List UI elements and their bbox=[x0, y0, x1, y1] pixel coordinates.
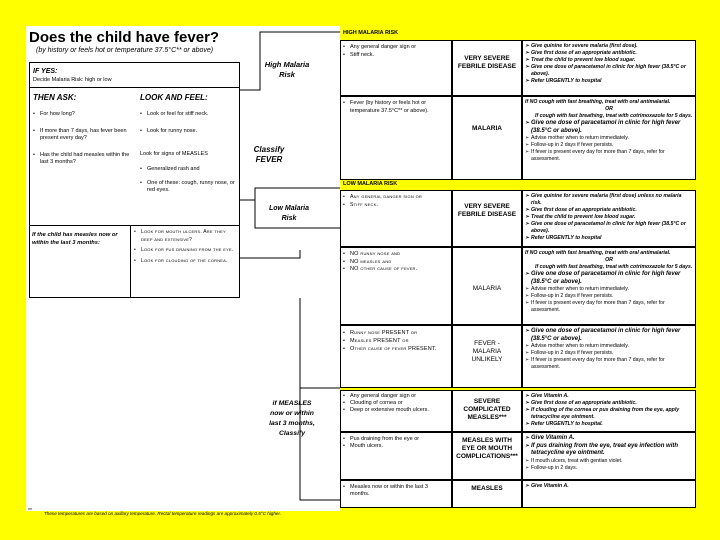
high-row-2-classification bbox=[452, 96, 522, 180]
list-item: ➢ Follow-up in 2 days. bbox=[525, 465, 693, 472]
list-item: • NO runny nose and bbox=[343, 251, 449, 259]
list-item: ➢ Give quinine for severe malaria (first dose). bbox=[525, 43, 693, 50]
list-item: • Pus draining from the eye or bbox=[343, 436, 449, 443]
footnote-mark: ** bbox=[28, 508, 32, 514]
measles-signs-heading: Look for signs of MEASLES bbox=[140, 151, 208, 157]
list-item: • Fever (by history or feels hot or temperature 37.5°C** or above). bbox=[343, 100, 449, 115]
list-item: ➢ Give quinine for severe malaria (first dose) unless no malaria risk. bbox=[525, 193, 693, 207]
list-item: • Generalized rash and bbox=[140, 166, 238, 174]
list-item: • Look for clouding of the cornea. bbox=[134, 258, 239, 266]
ask-heading: THEN ASK: bbox=[33, 93, 77, 102]
list-item: ➢ Follow-up in 2 days if fever persists. bbox=[525, 350, 693, 357]
high-row-1-classification bbox=[452, 40, 522, 96]
low-row-3-classification bbox=[452, 325, 522, 388]
treatment-primary: If NO cough with fast breathing, treat with oral antimalarial. bbox=[525, 99, 671, 105]
measles-row-1-signs bbox=[340, 390, 452, 432]
classification-label: SEVERE COMPLICATED MEASLES*** bbox=[463, 398, 511, 421]
footnote: These temperatures are based on axillary temperature. Rectal temperature readings are approximately 0.5°C higher. bbox=[44, 511, 282, 516]
low-row-1-classification bbox=[452, 190, 522, 247]
low-row-2-signs bbox=[340, 247, 452, 325]
list-item: • Any general danger sign or bbox=[343, 393, 449, 400]
measles-row-2-signs bbox=[340, 432, 452, 480]
list-item: ➢ Refer URGENTLY to hospital bbox=[525, 235, 693, 242]
list-item: • Measles PRESENT or bbox=[343, 337, 449, 345]
list-item: • Other cause of fever PRESENT. bbox=[343, 345, 449, 353]
list-item: • Any general danger sign or bbox=[343, 44, 449, 52]
list-item: ➢ Advise mother when to return immediately. bbox=[525, 343, 693, 350]
if-yes-heading: IF YES: bbox=[33, 68, 58, 75]
list-item: ➢ Advise mother when to return immediately. bbox=[525, 135, 693, 142]
low-row-3-treatment bbox=[522, 325, 696, 388]
treatment-primary: If NO cough with fast breathing, treat with oral antimalarial. bbox=[525, 250, 671, 256]
treatment-or: OR bbox=[605, 106, 613, 112]
list-item: ➢ If pus draining from the eye, treat eye infection with tetracycline eye ointment. bbox=[525, 443, 693, 458]
list-item: • Clouding of cornea or bbox=[343, 400, 449, 407]
low-row-1-signs bbox=[340, 190, 452, 247]
list-item: ➢ Give first dose of an appropriate antibiotic. bbox=[525, 207, 693, 214]
list-item: ➢ Give one dose of paracetamol in clinic for high fever (38.5°C or above). bbox=[525, 328, 693, 343]
classification-label: VERY SEVERE FEBRILE DISEASE bbox=[457, 55, 517, 70]
list-item: ➢ Give one dose of paracetamol in clinic for high fever (38.5°C or above). bbox=[525, 221, 693, 235]
list-item: ➢ Give Vitamin A. bbox=[525, 483, 693, 490]
measles-row-3-classification bbox=[452, 480, 522, 508]
list-item: • Mouth ulcers. bbox=[343, 443, 449, 450]
list-item: • For how long? bbox=[33, 111, 133, 119]
list-item: ➢ Give one dose of paracetamol in clinic for high fever (38.5°C or above). bbox=[525, 120, 693, 135]
list-item: • Look for pus draining from the eye. bbox=[134, 247, 239, 255]
list-item: • Look for mouth ulcers. Are they deep and extensive? bbox=[134, 229, 239, 244]
list-item: ➢ If clouding of the cornea or pus draining from the eye, apply tetracycline eye ointment. bbox=[525, 407, 693, 421]
classification-label: MALARIA bbox=[472, 285, 502, 292]
list-item: ➢ Give Vitamin A. bbox=[525, 435, 693, 443]
if-measles-label: if MEASLES now or within last 3 months, Classify bbox=[269, 400, 315, 437]
list-item: ➢ Refer URGENTLY to hospital bbox=[525, 78, 693, 85]
if-yes-text: Decide Malaria Risk: high or low bbox=[33, 77, 112, 83]
classification-label: MALARIA bbox=[472, 125, 502, 132]
measles-row-1-classification bbox=[452, 390, 522, 432]
list-item: ➢ If fever is present every day for more than 7 days, refer for assessment. bbox=[525, 357, 693, 371]
list-item: • Measles now or within the last 3 months. bbox=[343, 484, 449, 498]
high-risk-label: High Malaria Risk bbox=[264, 60, 310, 79]
list-item: ➢ Give Vitamin A. bbox=[525, 393, 693, 400]
classification-label: MEASLES bbox=[471, 485, 503, 492]
treatment-alternative: If cough with fast breathing, treat with cotrimoxazole for 5 days. bbox=[535, 113, 693, 119]
page-title: Does the child have fever? bbox=[29, 29, 220, 46]
measles-row-2-treatment bbox=[522, 432, 696, 480]
low-risk-header: LOW MALARIA RISK bbox=[343, 181, 398, 187]
list-item: • Look or feel for stiff neck. bbox=[140, 111, 238, 119]
list-item: • If more than 7 days, has fever been present every day? bbox=[33, 128, 133, 143]
list-item: ➢ Advise mother when to return immediately. bbox=[525, 286, 693, 293]
list-item: ➢ Treat the child to prevent low blood sugar. bbox=[525, 214, 693, 221]
list-item: • Runny nose PRESENT or bbox=[343, 329, 449, 337]
list-item: ➢ Refer URGENTLY to hospital. bbox=[525, 421, 693, 428]
measles-row-3-signs bbox=[340, 480, 452, 508]
low-row-2-classification bbox=[452, 247, 522, 325]
list-item: ➢ If fever is present every day for more than 7 days, refer for assessment. bbox=[525, 300, 693, 314]
classify-fever-label: Classify FEVER bbox=[253, 145, 285, 164]
classification-label: VERY SEVERE FEBRILE DISEASE bbox=[457, 203, 517, 218]
list-item: • Deep or extensive mouth ulcers. bbox=[343, 407, 449, 414]
high-row-1-signs bbox=[340, 40, 452, 96]
list-item: ➢ Follow-up in 2 days if fever persists. bbox=[525, 293, 693, 300]
high-risk-header: HIGH MALARIA RISK bbox=[343, 30, 399, 36]
list-item: • Stiff neck. bbox=[343, 52, 449, 60]
low-row-2-treatment bbox=[522, 247, 696, 325]
look-heading: LOOK AND FEEL: bbox=[140, 93, 208, 102]
low-row-3-signs bbox=[340, 325, 452, 388]
page-subtitle: (by history or feels hot or temperature 37.5°C** or above) bbox=[36, 47, 214, 54]
list-item: ➢ Give first dose of an appropriate antibiotic. bbox=[525, 400, 693, 407]
list-item: ➢ Give one dose of paracetamol in clinic for high fever (38.5°C or above). bbox=[525, 271, 693, 286]
list-item: • Any general danger sign or bbox=[343, 194, 449, 202]
list-item: • One of these: cough, runny nose, or red eyes. bbox=[140, 180, 238, 195]
list-item: ➢ Follow-up in 2 days if fever persists. bbox=[525, 142, 693, 149]
measles-row-2-classification bbox=[452, 432, 522, 480]
high-row-2-treatment bbox=[522, 96, 696, 180]
treatment-alternative: If cough with fast breathing, treat with cotrimoxazole for 5 days. bbox=[535, 264, 693, 270]
classification-label: MEASLES WITH EYE OR MOUTH COMPLICATIONS*** bbox=[456, 437, 518, 460]
list-item: ➢ If mouth ulcers, treat with gentian violet. bbox=[525, 458, 693, 465]
list-item: ➢ If fever is present every day for more than 7 days, refer for assessment. bbox=[525, 149, 693, 163]
low-row-1-treatment bbox=[522, 190, 696, 247]
measles-row-1-treatment bbox=[522, 390, 696, 432]
low-risk-label: Low Malaria Risk bbox=[268, 205, 310, 222]
classification-label: FEVER - MALARIA UNLIKELY bbox=[471, 340, 503, 363]
list-item: • Stiff neck. bbox=[343, 202, 449, 210]
high-row-2-signs bbox=[340, 96, 452, 180]
treatment-or: OR bbox=[605, 257, 613, 263]
measles-row-3-treatment bbox=[522, 480, 696, 508]
high-row-1-treatment bbox=[522, 40, 696, 96]
list-item: • NO measles and bbox=[343, 259, 449, 267]
list-item: ➢ Treat the child to prevent low blood sugar. bbox=[525, 57, 693, 64]
list-item: ➢ Give first dose of an appropriate antibiotic. bbox=[525, 50, 693, 57]
list-item: • Has the child had measles within the last 3 months? bbox=[33, 152, 133, 167]
measles-check-label: If the child has measles now or within the last 3 months: bbox=[32, 232, 118, 246]
list-item: • Look for runny nose. bbox=[140, 128, 238, 136]
list-item: • NO other cause of fever. bbox=[343, 266, 449, 274]
list-item: ➢ Give one dose of paracetamol in clinic for high fever (38.5°C or above). bbox=[525, 64, 693, 78]
